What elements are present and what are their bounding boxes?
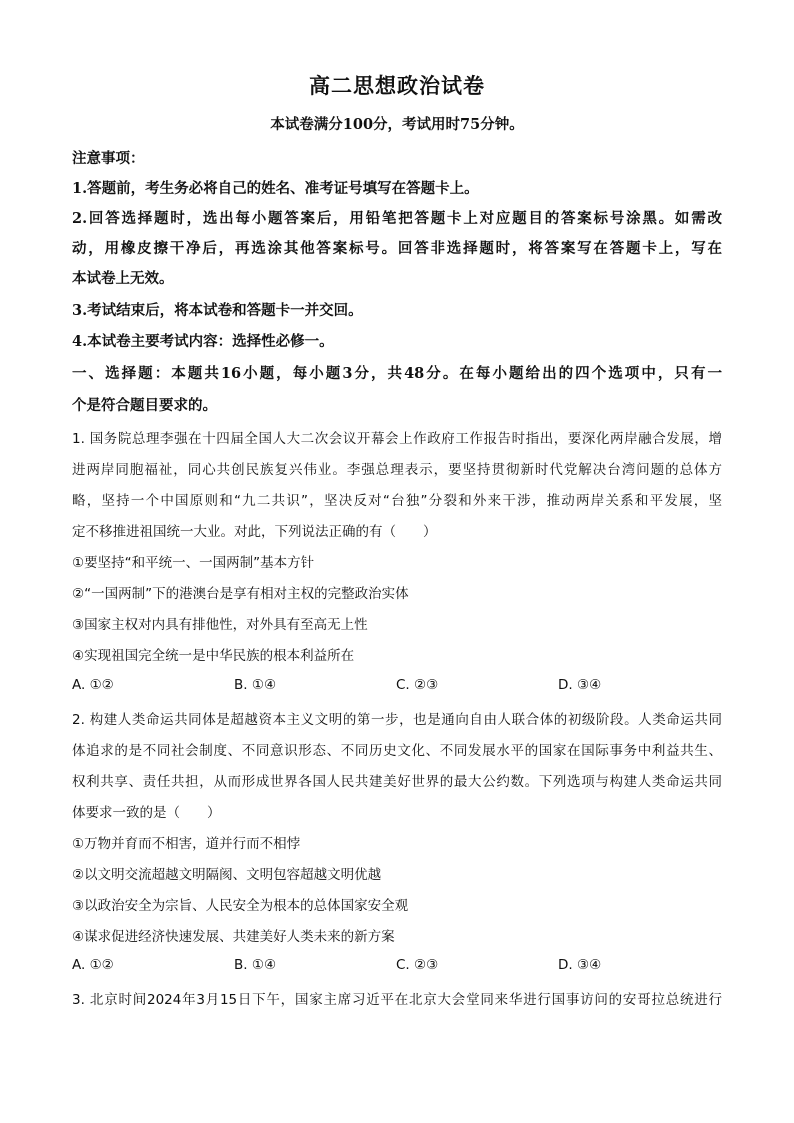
section-heading-line-1: 一、选择题：本题共16小题，每小题3分，共48分。在每小题给出的四个选项中，只有一 (72, 365, 722, 382)
q2-option-c: C. ②③ (396, 957, 439, 973)
q1-option-a: A. ①② (72, 677, 114, 693)
notes-line-6: 4.本试卷主要考试内容：选择性必修一。 (72, 333, 334, 350)
exam-title: 高二思想政治试卷 (309, 73, 485, 98)
q1-option-d: D. ③④ (558, 677, 602, 693)
q1-stem-line-4: 定不移推进祖国统一大业。对此，下列说法正确的有（ ） (72, 524, 437, 540)
q2-stem-line-4: 体要求一致的是（ ） (72, 805, 221, 821)
q1-stem-line-2: 进两岸同胞福祉，同心共创民族复兴伟业。李强总理表示，要坚持贯彻新时代党解决台湾问题的总体方 (72, 462, 722, 478)
q2-item-3: ③以政治安全为宗旨、人民安全为根本的总体国家安全观 (72, 898, 409, 914)
q1-stem-line-3: 略，坚持一个中国原则和“九二共识”，坚决反对“台独”分裂和外来干涉，推动两岸关系和平发展，坚 (72, 493, 722, 509)
q3-stem-line-1: 3. 北京时间2024年3月15日下午，国家主席习近平在北京大会堂同来华进行国事访问的安哥拉总统进行 (72, 992, 722, 1008)
notes-heading: 注意事项： (72, 150, 145, 167)
q1-item-3: ③国家主权对内具有排他性，对外具有至高无上性 (72, 617, 368, 633)
q1-item-2: ②“一国两制”下的港澳台是享有相对主权的完整政治实体 (72, 586, 409, 602)
q2-option-b: B. ①④ (234, 957, 277, 973)
q2-item-1: ①万物并育而不相害，道并行而不相悖 (72, 836, 301, 852)
q2-stem-line-3: 权利共享、责任共担，从而形成世界各国人民共建美好世界的最大公约数。下列选项与构建人类命运共同 (72, 774, 722, 790)
q1-item-4: ④实现祖国完全统一是中华民族的根本利益所在 (72, 648, 355, 664)
notes-line-5: 3.考试结束后，将本试卷和答题卡一并交回。 (72, 302, 363, 319)
q2-stem-line-2: 体追求的是不同社会制度、不同意识形态、不同历史文化、不同发展水平的国家在国际事务中利益共生、 (72, 743, 722, 759)
q2-stem-line-1: 2. 构建人类命运共同体是超越资本主义文明的第一步，也是通向自由人联合体的初级阶段。人类命运共同 (72, 712, 722, 728)
notes-line-3: 动，用橡皮擦干净后，再选涂其他答案标号。回答非选择题时，将答案写在答题卡上，写在 (72, 240, 722, 257)
notes-line-1: 1.答题前，考生务必将自己的姓名、准考证号填写在答题卡上。 (72, 180, 479, 197)
q2-item-2: ②以文明交流超越文明隔阂、文明包容超越文明优越 (72, 867, 382, 883)
q1-stem-line-1: 1. 国务院总理李强在十四届全国人大二次会议开幕会上作政府工作报告时指出，要深化两岸融合发展，增 (72, 431, 722, 447)
q1-option-c: C. ②③ (396, 677, 439, 693)
q2-option-a: A. ①② (72, 957, 114, 973)
q1-item-1: ①要坚持“和平统一、一国两制”基本方针 (72, 555, 315, 571)
section-heading-line-2: 个是符合题目要求的。 (72, 397, 217, 414)
q2-option-d: D. ③④ (558, 957, 602, 973)
q2-item-4: ④谋求促进经济快速发展、共建美好人类未来的新方案 (72, 929, 395, 945)
exam-subtitle: 本试卷满分100分，考试用时75分钟。 (270, 116, 524, 133)
notes-line-4: 本试卷上无效。 (72, 270, 174, 287)
q1-option-b: B. ①④ (234, 677, 277, 693)
notes-line-2: 2.回答选择题时，选出每小题答案后，用铅笔把答题卡上对应题目的答案标号涂黑。如需改 (72, 210, 722, 227)
